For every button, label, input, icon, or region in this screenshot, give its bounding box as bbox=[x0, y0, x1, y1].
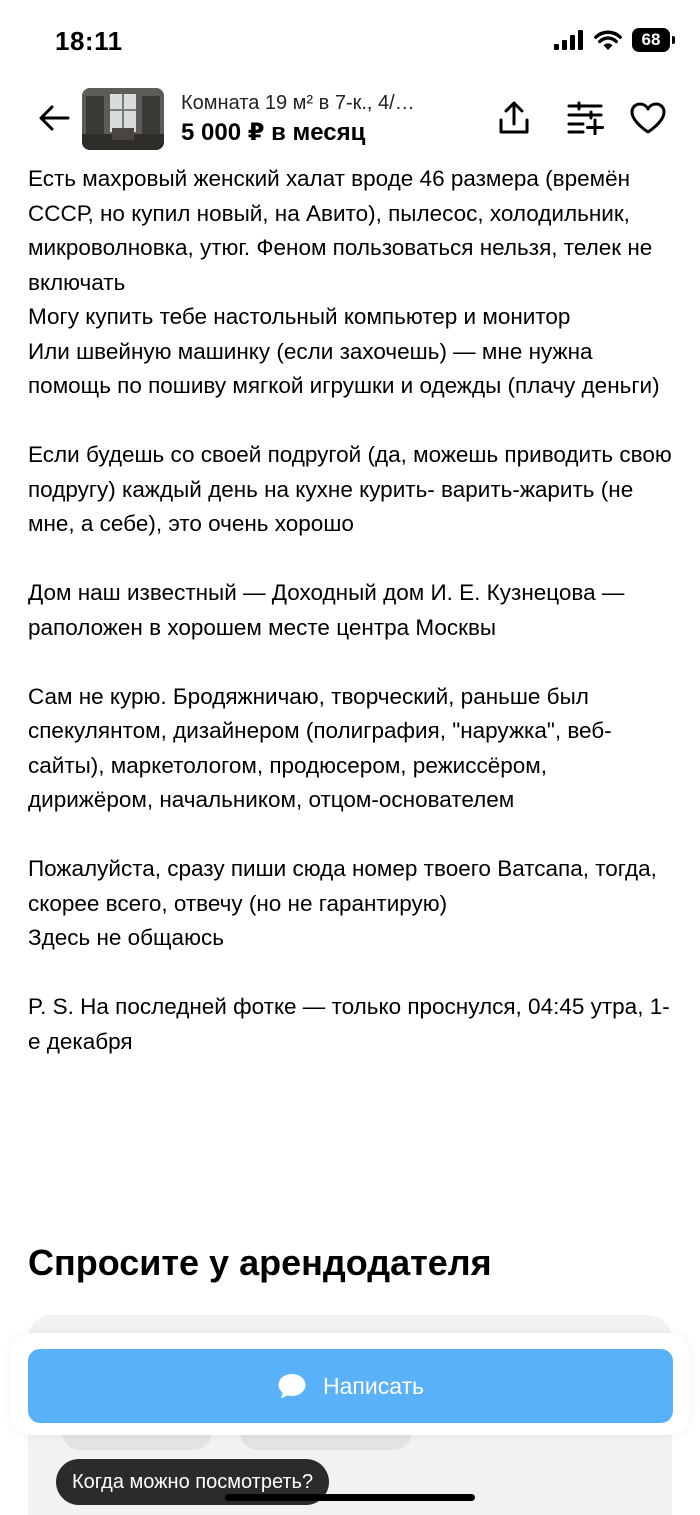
cellular-signal-icon bbox=[554, 30, 584, 50]
write-message-button[interactable] bbox=[28, 1349, 673, 1423]
description-paragraph: Сам не курю. Бродяжничаю, творческий, раньше был спекулянтом, дизайнером (полиграфия, "наружка", веб-сайты), маркетологом, продюсером, режиссёром, дирижёром, начальником, отцом-основателем bbox=[28, 683, 612, 812]
chat-bubble-icon bbox=[277, 1372, 307, 1400]
listing-description bbox=[28, 162, 678, 1059]
paragraph-gap bbox=[28, 645, 678, 680]
description-paragraph: Если будешь со своей подругой (да, можешь приводить свою подругу) каждый день на кухне курить- варить-жарить (не мне, а себе), это очень хорошо bbox=[28, 442, 672, 536]
status-icons bbox=[554, 28, 670, 52]
paragraph-gap bbox=[28, 818, 678, 853]
paragraph-gap bbox=[28, 542, 678, 577]
wifi-icon bbox=[594, 30, 622, 51]
listing-header bbox=[0, 80, 700, 160]
paragraph-gap bbox=[28, 956, 678, 991]
home-indicator bbox=[225, 1494, 475, 1501]
room-photo-icon bbox=[82, 88, 164, 150]
write-button-label: Написать bbox=[322, 1372, 424, 1399]
share-button[interactable] bbox=[494, 98, 534, 138]
paragraph-gap bbox=[28, 404, 678, 439]
arrow-left-icon bbox=[38, 104, 70, 132]
question-chip[interactable]: Когда можно посмотреть? bbox=[56, 1459, 329, 1505]
description-paragraph: Или швейную машинку (если захочешь) — мне нужна помощь по пошиву мягкой игрушки и одежды (плачу деньги) bbox=[28, 338, 660, 398]
description-paragraph: Дом наш известный — Доходный дом И. Е. Кузнецова — раположен в хорошем месте центра Москвы bbox=[28, 580, 625, 640]
description-paragraph: Пожалуйста, сразу пиши сюда номер твоего Ватсапа, тогда, скорее всего, отвечу (но не гарантирую) bbox=[28, 856, 657, 916]
description-paragraph: Здесь не общаюсь bbox=[28, 925, 224, 950]
listing-thumbnail[interactable] bbox=[82, 88, 164, 150]
description-paragraph: Есть махровый женский халат вроде 46 размера (времён СССР, но купил новый, на Авито), пылесос, холодильник, микроволновка, утюг. Феном пользоваться нельзя, телек не включать bbox=[28, 166, 653, 295]
description-paragraph: Могу купить тебе настольный компьютер и монитор bbox=[28, 304, 571, 329]
favorite-button[interactable] bbox=[628, 98, 668, 138]
compare-button[interactable] bbox=[566, 98, 606, 138]
heart-icon bbox=[629, 101, 667, 135]
ask-landlord-title: Спросите у арендодателя bbox=[28, 1242, 492, 1283]
listing-title: Комната 19 м² в 7-к., 4/… bbox=[181, 92, 415, 114]
compare-list-icon bbox=[567, 101, 605, 135]
listing-price: 5 000 ₽ в месяц bbox=[181, 119, 366, 146]
battery-indicator: 68 bbox=[632, 28, 670, 52]
status-time: 18:11 bbox=[55, 26, 123, 56]
share-icon bbox=[497, 100, 531, 136]
status-bar bbox=[0, 0, 700, 80]
description-paragraph: P. S. На последней фотке — только проснулся, 04:45 утра, 1-е декабря bbox=[28, 994, 670, 1054]
back-button[interactable] bbox=[34, 98, 74, 138]
